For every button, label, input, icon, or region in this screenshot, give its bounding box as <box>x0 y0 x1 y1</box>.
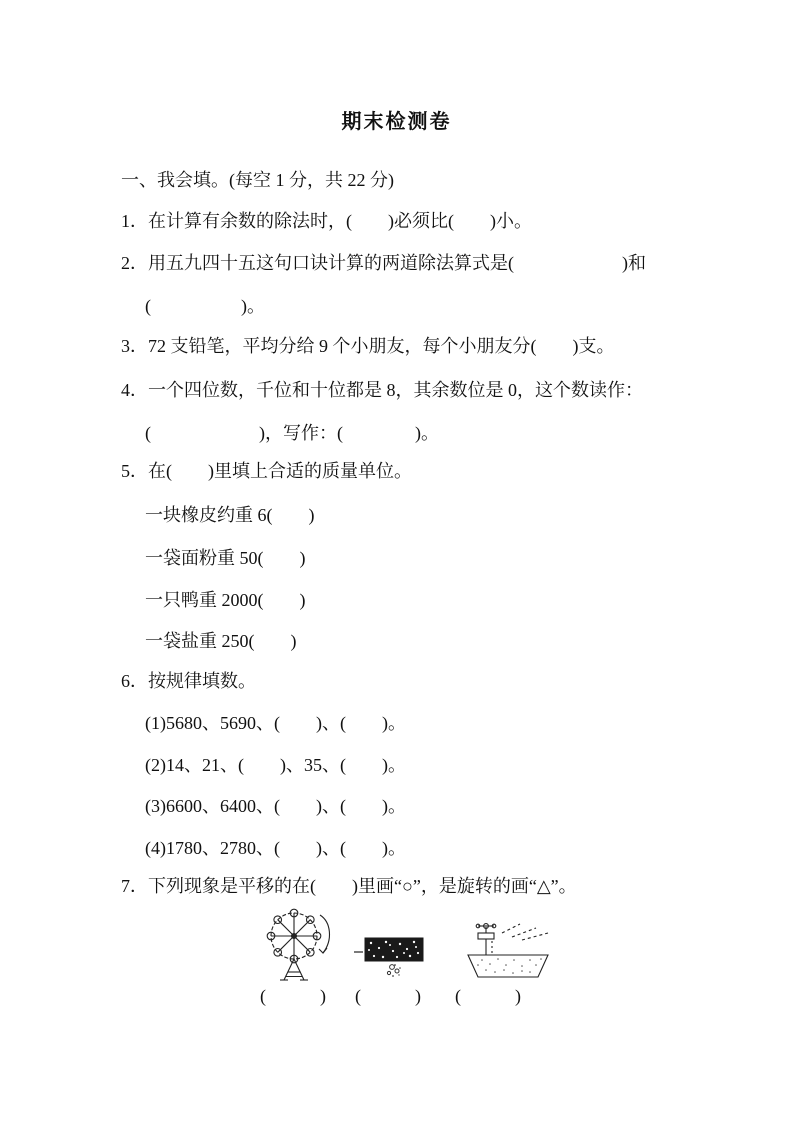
question-6-item: (1)5680、5690、( )、( )。 <box>145 713 406 733</box>
question-2-line-2: ( )。 <box>145 296 265 316</box>
question-4-line-1: 4．一个四位数，千位和十位都是 8，其余数位是 0，这个数读作： <box>121 380 643 400</box>
question-7: 7．下列现象是平移的在( )里画“○”，是旋转的画“△”。 <box>121 876 577 896</box>
question-1: 1．在计算有余数的除法时，( )必须比( )小。 <box>121 211 532 231</box>
question-5-item: 一袋盐重 250( ) <box>145 631 297 651</box>
question-4-line-2: ( )，写作：( )。 <box>145 423 439 443</box>
page-title: 期末检测卷 <box>341 111 452 133</box>
question-6-item: (2)14、21、( )、35、( )。 <box>145 755 406 775</box>
answer-blank: ( ) <box>355 986 421 1006</box>
ferris-wheel-icon <box>253 906 348 984</box>
answer-blank: ( ) <box>260 986 326 1006</box>
question-5-item: 一只鸭重 2000( ) <box>145 590 306 610</box>
question-5-heading: 5．在( )里填上合适的质量单位。 <box>121 461 412 481</box>
section-heading: 一、我会填。(每空 1 分，共 22 分) <box>121 170 394 190</box>
blackboard-eraser-icon <box>352 933 442 981</box>
question-5-item: 一袋面粉重 50( ) <box>145 548 306 568</box>
question-6-item: (3)6600、6400、( )、( )。 <box>145 796 406 816</box>
question-3: 3．72 支铅笔，平均分给 9 个小朋友，每个小朋友分( )支。 <box>121 336 615 356</box>
question-6-item: (4)1780、2780、( )、( )。 <box>145 838 406 858</box>
question-6-heading: 6．按规律填数。 <box>121 671 256 691</box>
water-faucet-icon <box>448 915 576 983</box>
question-2-line-1: 2．用五九四十五这句口诀计算的两道除法算式是( )和 <box>121 253 646 273</box>
question-5-item: 一块橡皮约重 6( ) <box>145 505 315 525</box>
answer-blank: ( ) <box>455 986 521 1006</box>
